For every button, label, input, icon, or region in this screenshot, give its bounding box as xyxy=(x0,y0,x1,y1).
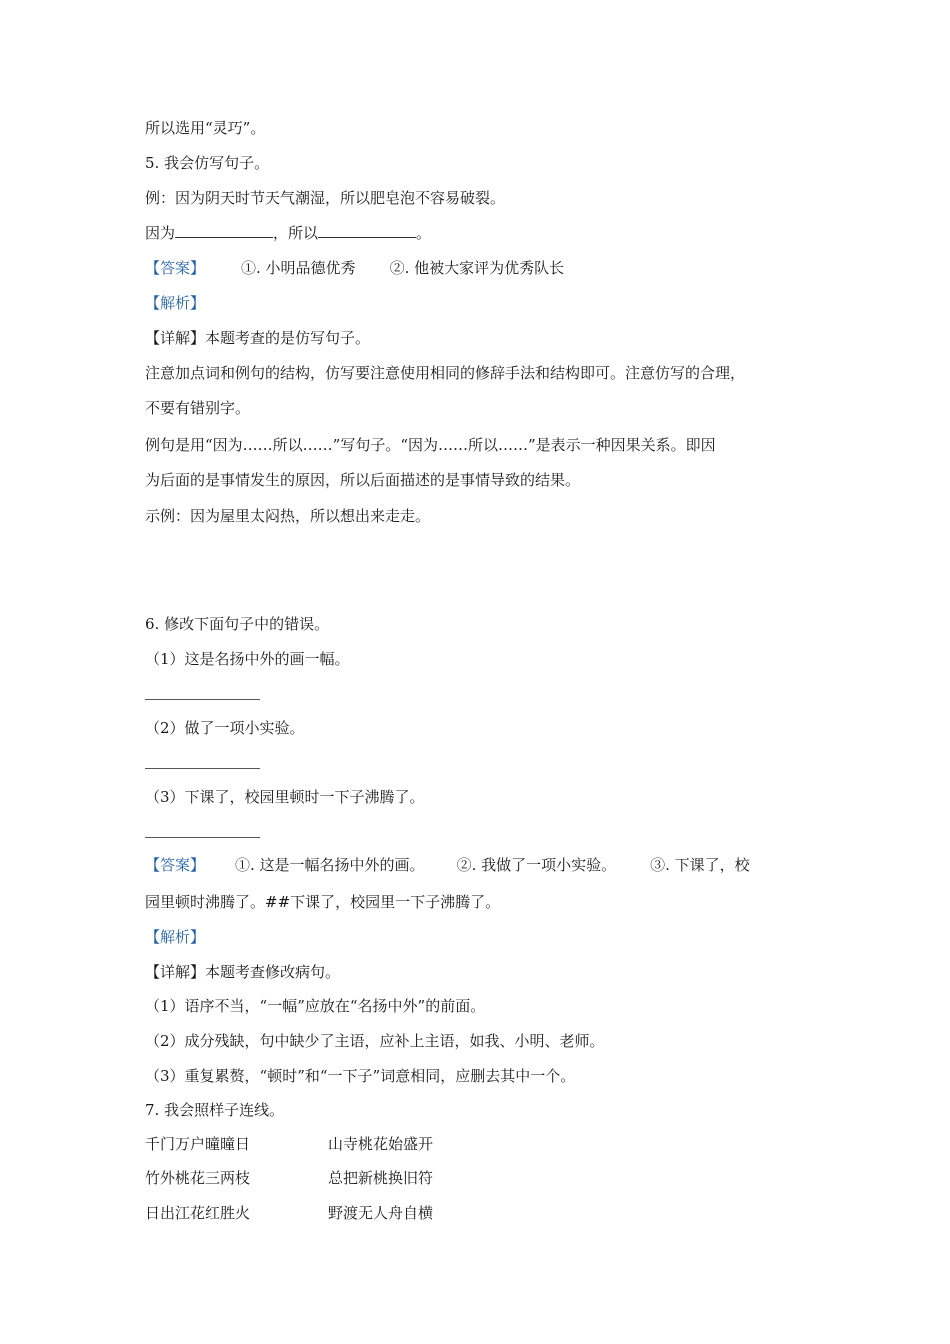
q4-conclusion: 所以选用“灵巧”。 xyxy=(145,119,266,137)
q6-answer-line-2[interactable] xyxy=(145,768,260,769)
q7-left-1[interactable]: 千门万户曈曈日 xyxy=(145,1135,251,1153)
q6-analysis-tag: 【解析】 xyxy=(145,928,206,946)
q6-answer-2: ②. 我做了一项小实验。 xyxy=(456,856,617,874)
q7-right-3[interactable]: 野渡无人舟自横 xyxy=(328,1204,434,1222)
q7-right-2[interactable]: 总把新桃换旧符 xyxy=(328,1169,434,1187)
q5-note-1: 注意加点词和例句的结构，仿写要注意使用相同的修辞手法和结构即可。注意仿写的合理， xyxy=(145,364,746,382)
q7-left-2[interactable]: 竹外桃花三两枝 xyxy=(145,1169,251,1187)
q7-right-1[interactable]: 山寺桃花始盛开 xyxy=(328,1135,434,1153)
q6-answer-continued: 园里顿时沸腾了。##下课了，校园里一下子沸腾了。 xyxy=(145,893,501,911)
q6-explain-3: （3）重复累赘，“顿时”和“一下子”词意相同，应删去其中一个。 xyxy=(145,1067,576,1085)
q5-example: 例：因为阴天时节天气潮湿，所以肥皂泡不容易破裂。 xyxy=(145,189,506,207)
q7-row xyxy=(145,1168,250,1188)
q6-explain-1: （1）语序不当，“一幅”应放在“名扬中外”的前面。 xyxy=(145,997,486,1015)
q5-template-because: 因为 xyxy=(145,224,176,242)
q6-item-1: （1）这是名扬中外的画一幅。 xyxy=(145,650,350,668)
q6-item-2: （2）做了一项小实验。 xyxy=(145,719,305,737)
q5-answer-1: ①. 小明品德优秀 xyxy=(241,259,356,277)
q5-blank-2[interactable] xyxy=(318,223,416,238)
q6-item-3: （3）下课了，校园里顿时一下子沸腾了。 xyxy=(145,788,425,806)
q6-answer-line-1[interactable] xyxy=(145,699,260,700)
q6-title: 6. 修改下面句子中的错误。 xyxy=(145,615,330,633)
q5-template-end: 。 xyxy=(416,224,432,242)
q5-template-so: ，所以 xyxy=(273,224,319,242)
q6-answer-tag: 【答案】 xyxy=(145,856,206,874)
q5-note-3: 例句是用“因为……所以……”写句子。“因为……所以……”是表示一种因果关系。即因 xyxy=(145,436,716,454)
q7-row xyxy=(145,1134,250,1154)
q5-note-4: 为后面的是事情发生的原因，所以后面描述的是事情导致的结果。 xyxy=(145,471,581,489)
q5-template xyxy=(145,223,431,243)
q5-title: 5. 我会仿写句子。 xyxy=(145,154,270,172)
q5-answer-tag: 【答案】 xyxy=(145,259,206,277)
q5-blank-1[interactable] xyxy=(175,223,273,238)
q6-answer-3: ③. 下课了，校 xyxy=(650,856,750,874)
q5-answer-2: ②. 他被大家评为优秀队长 xyxy=(389,259,565,277)
q7-left-3[interactable]: 日出江花红胜火 xyxy=(145,1204,251,1222)
q6-answer xyxy=(145,855,750,875)
q6-answer-1: ①. 这是一幅名扬中外的画。 xyxy=(235,856,425,874)
q6-detail: 【详解】本题考查修改病句。 xyxy=(145,963,341,981)
q7-title: 7. 我会照样子连线。 xyxy=(145,1101,285,1119)
q5-note-2: 不要有错别字。 xyxy=(145,399,251,417)
q5-detail: 【详解】本题考查的是仿写句子。 xyxy=(145,329,371,347)
q5-analysis-tag: 【解析】 xyxy=(145,294,206,312)
q5-sample: 示例：因为屋里太闷热，所以想出来走走。 xyxy=(145,507,431,525)
q5-answer xyxy=(145,258,564,278)
q6-answer-line-3[interactable] xyxy=(145,837,260,838)
q6-explain-2: （2）成分残缺，句中缺少了主语，应补上主语，如我、小明、老师。 xyxy=(145,1032,605,1050)
q7-row xyxy=(145,1203,250,1223)
